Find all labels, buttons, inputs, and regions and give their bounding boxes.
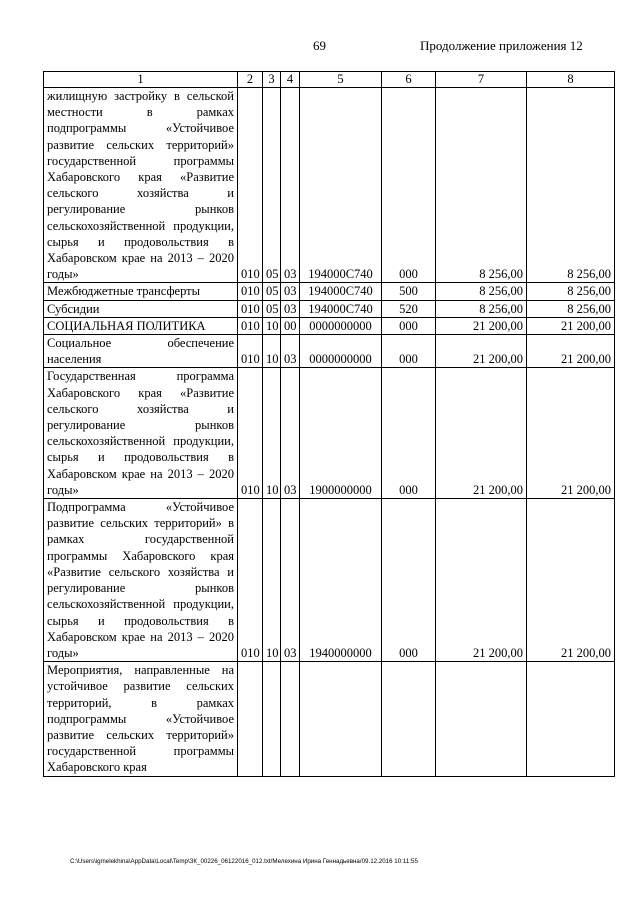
cell-col5: 0000000000 xyxy=(300,317,382,334)
cell-col8: 8 256,00 xyxy=(527,300,615,317)
cell-col4: 03 xyxy=(281,300,300,317)
cell-col3: 10 xyxy=(263,317,281,334)
cell-col6: 000 xyxy=(382,368,436,499)
cell-col2: 010 xyxy=(238,368,263,499)
cell-col8: 21 200,00 xyxy=(527,335,615,368)
row-name: СОЦИАЛЬНАЯ ПОЛИТИКА xyxy=(44,317,238,334)
table-row xyxy=(44,499,615,662)
cell-col3: 05 xyxy=(263,88,281,283)
column-header: 6 xyxy=(382,72,436,88)
cell-col3: 05 xyxy=(263,300,281,317)
cell-col5: 194000С740 xyxy=(300,88,382,283)
cell-col5: 0000000000 xyxy=(300,335,382,368)
cell-col6: 000 xyxy=(382,88,436,283)
table-row xyxy=(44,335,615,368)
cell-col7: 21 200,00 xyxy=(436,317,527,334)
row-name: Социальное обеспечение населения xyxy=(44,335,238,368)
cell-col7: 8 256,00 xyxy=(436,283,527,300)
cell-col4 xyxy=(281,662,300,776)
cell-col6: 500 xyxy=(382,283,436,300)
cell-col2: 010 xyxy=(238,335,263,368)
cell-col4: 03 xyxy=(281,499,300,662)
budget-table xyxy=(43,71,615,777)
cell-col2: 010 xyxy=(238,283,263,300)
row-name: Государственная программа Хабаровского края «Развитие сельского хозяйства и регулирование рынков сельскохозяйственной продукции, сырья и продовольствия в Хабаровском крае на 2013 – 2020 годы» xyxy=(44,368,238,499)
cell-col8: 21 200,00 xyxy=(527,317,615,334)
continuation-title: Продолжение приложения 12 xyxy=(420,38,583,53)
row-name: Подпрограмма «Устойчивое развитие сельских территорий» в рамках государственной программы Хабаровского края «Развитие сельского хозяйства и регулирование рынков сельскохозяйственной продукции, сырья и продовольствия в Хабаровском крае на 2013 – 2020 годы» xyxy=(44,499,238,662)
column-header: 8 xyxy=(527,72,615,88)
cell-col4: 03 xyxy=(281,368,300,499)
cell-col7: 21 200,00 xyxy=(436,499,527,662)
column-header: 7 xyxy=(436,72,527,88)
cell-col3 xyxy=(263,662,281,776)
cell-col8: 21 200,00 xyxy=(527,499,615,662)
cell-col8: 8 256,00 xyxy=(527,88,615,283)
cell-col4: 00 xyxy=(281,317,300,334)
table-row xyxy=(44,283,615,300)
cell-col4: 03 xyxy=(281,88,300,283)
column-header: 2 xyxy=(238,72,263,88)
cell-col6: 520 xyxy=(382,300,436,317)
cell-col5 xyxy=(300,662,382,776)
table-row xyxy=(44,368,615,499)
cell-col5: 1940000000 xyxy=(300,499,382,662)
cell-col6 xyxy=(382,662,436,776)
column-header: 5 xyxy=(300,72,382,88)
cell-col5: 1900000000 xyxy=(300,368,382,499)
table-header-row xyxy=(44,72,615,88)
table-row xyxy=(44,300,615,317)
cell-col2: 010 xyxy=(238,300,263,317)
table-row xyxy=(44,88,615,283)
cell-col3: 05 xyxy=(263,283,281,300)
cell-col4: 03 xyxy=(281,335,300,368)
column-header: 4 xyxy=(281,72,300,88)
cell-col6: 000 xyxy=(382,499,436,662)
row-name: Мероприятия, направленные на устойчивое развитие сельских территорий, в рамках подпрограммы «Устойчивое развитие сельских территорий» государственной программы Хабаровского края xyxy=(44,662,238,776)
cell-col5: 194000С740 xyxy=(300,283,382,300)
cell-col7: 8 256,00 xyxy=(436,300,527,317)
cell-col3: 10 xyxy=(263,335,281,368)
cell-col7 xyxy=(436,662,527,776)
cell-col6: 000 xyxy=(382,335,436,368)
column-header: 3 xyxy=(263,72,281,88)
cell-col4: 03 xyxy=(281,283,300,300)
row-name: Субсидии xyxy=(44,300,238,317)
cell-col7: 21 200,00 xyxy=(436,335,527,368)
cell-col3: 10 xyxy=(263,499,281,662)
cell-col6: 000 xyxy=(382,317,436,334)
cell-col8: 8 256,00 xyxy=(527,283,615,300)
table-row xyxy=(44,317,615,334)
table-row xyxy=(44,662,615,776)
cell-col7: 21 200,00 xyxy=(436,368,527,499)
cell-col3: 10 xyxy=(263,368,281,499)
cell-col7: 8 256,00 xyxy=(436,88,527,283)
page-number: 69 xyxy=(313,38,326,53)
row-name: жилищную застройку в сельской местности в рамках подпрограммы «Устойчивое развитие сельских территорий» государственной программы Хабаровского края «Развитие сельского хозяйства и регулирование рынков сельскохозяйственной продукции, сырья и продовольствия в Хабаровском крае на 2013 – 2020 годы» xyxy=(44,88,238,283)
cell-col2: 010 xyxy=(238,499,263,662)
cell-col8: 21 200,00 xyxy=(527,368,615,499)
row-name: Межбюджетные трансферты xyxy=(44,283,238,300)
cell-col2: 010 xyxy=(238,88,263,283)
cell-col2 xyxy=(238,662,263,776)
cell-col2: 010 xyxy=(238,317,263,334)
cell-col5: 194000С740 xyxy=(300,300,382,317)
cell-col8 xyxy=(527,662,615,776)
footer-file-path: C:\Users\igmelekhina\AppData\Local\Temp\ЗК_00226_06122016_012.txt/Мелехина Ирина Геннадьевна/09.12.2016 10:11:55 xyxy=(70,858,418,865)
column-header: 1 xyxy=(44,72,238,88)
